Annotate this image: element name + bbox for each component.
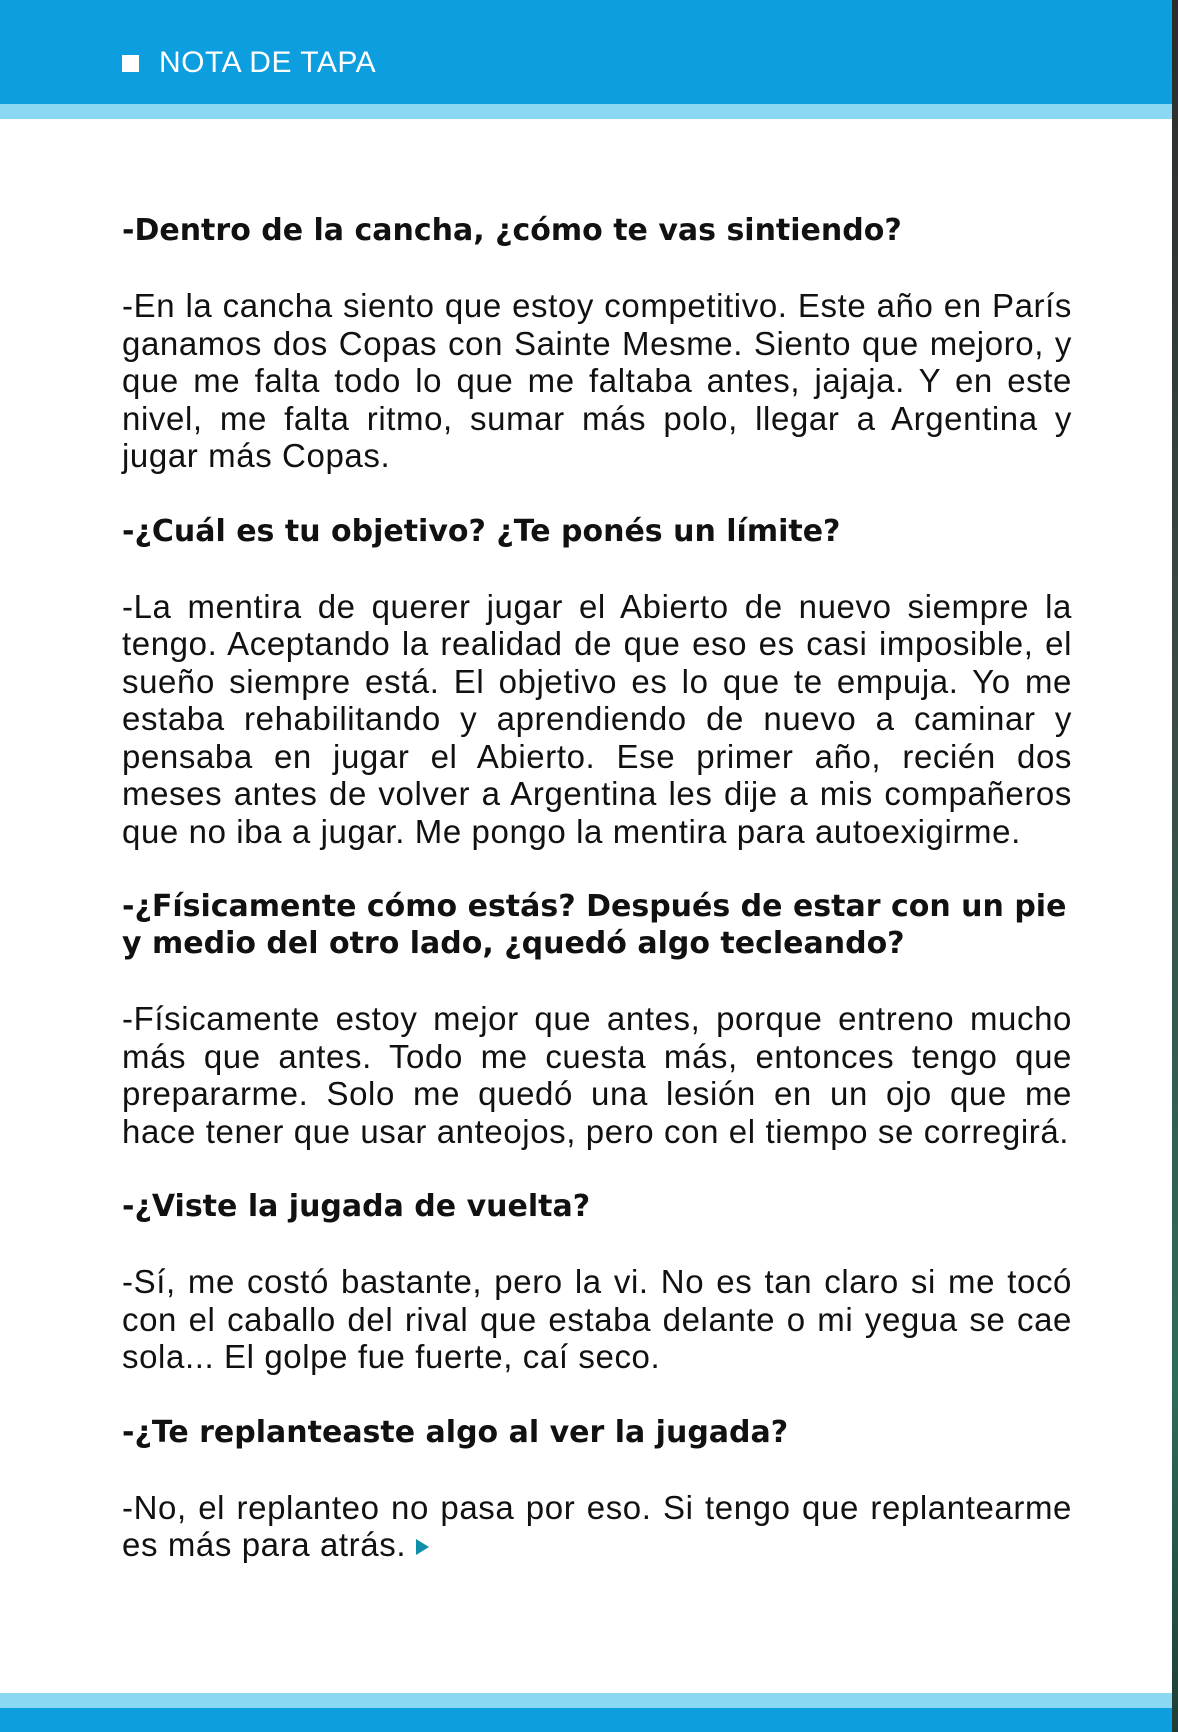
footer-stripe: [0, 1693, 1172, 1708]
section-label: [122, 46, 376, 80]
interview-question: -¿Viste la jugada de vuelta?: [122, 1189, 591, 1224]
section-label-text: NOTA DE TAPA: [159, 46, 377, 79]
adjacent-page-edge: [1172, 0, 1178, 1732]
interview-answer: -Físicamente estoy mejor que antes, porque entreno mucho más que antes. Todo me cuesta más, entonces tengo que prepararme. Solo me quedó una lesión en un ojo que me hace tener que usar anteojos, pero con el tiempo se corregirá.: [122, 1000, 1072, 1150]
interview-question: -¿Cuál es tu objetivo? ¿Te ponés un límite?: [122, 513, 841, 549]
interview-answer: -La mentira de querer jugar el Abierto de nuevo siempre la tengo. Aceptando la realidad de que eso es casi imposible, el sueño siempre está. El objetivo es lo que te empuja. Yo me estaba rehabilitando y aprendiendo de nuevo a caminar y pensaba en jugar el Abierto. Ese primer año, recién dos meses antes de volver a Argentina les dije a mis compañeros que no iba a jugar. Me pongo la mentira para autoexigirme.: [122, 587, 1072, 850]
interview-question: -¿Te replanteaste algo al ver la jugada?: [122, 1414, 789, 1450]
interview-question: -¿Físicamente cómo estás? Después de estar con un pie y medio del otro lado, ¿quedó algo tecleando?: [122, 889, 1067, 961]
header-stripe: [0, 104, 1172, 119]
footer-bar: [0, 1708, 1172, 1732]
interview-answer: -Sí, me costó bastante, pero la vi. No es tan claro si me tocó con el caballo del rival que estaba delante o mi yegua se cae sola... El golpe fue fuerte, caí seco.: [122, 1263, 1072, 1375]
square-bullet-icon: [122, 55, 139, 72]
interview-answer-last: [122, 1489, 1072, 1564]
interview-answer: -En la cancha siento que estoy competitivo. Este año en París ganamos dos Copas con Sainte Mesme. Siento que mejoro, y que me falta todo lo que me faltaba antes, jajaja. Y en este nivel, me falta ritmo, sumar más polo, llegar a Argentina y jugar más Copas.: [122, 287, 1072, 474]
interview-answer-text: -No, el replanteo no pasa por eso. Si tengo que replantearme es más para atrás.: [122, 1488, 1072, 1563]
interview-question: -Dentro de la cancha, ¿cómo te vas sintiendo?: [122, 213, 902, 248]
interview-body: [122, 212, 1072, 1602]
triangle-right-icon: [416, 1539, 429, 1555]
